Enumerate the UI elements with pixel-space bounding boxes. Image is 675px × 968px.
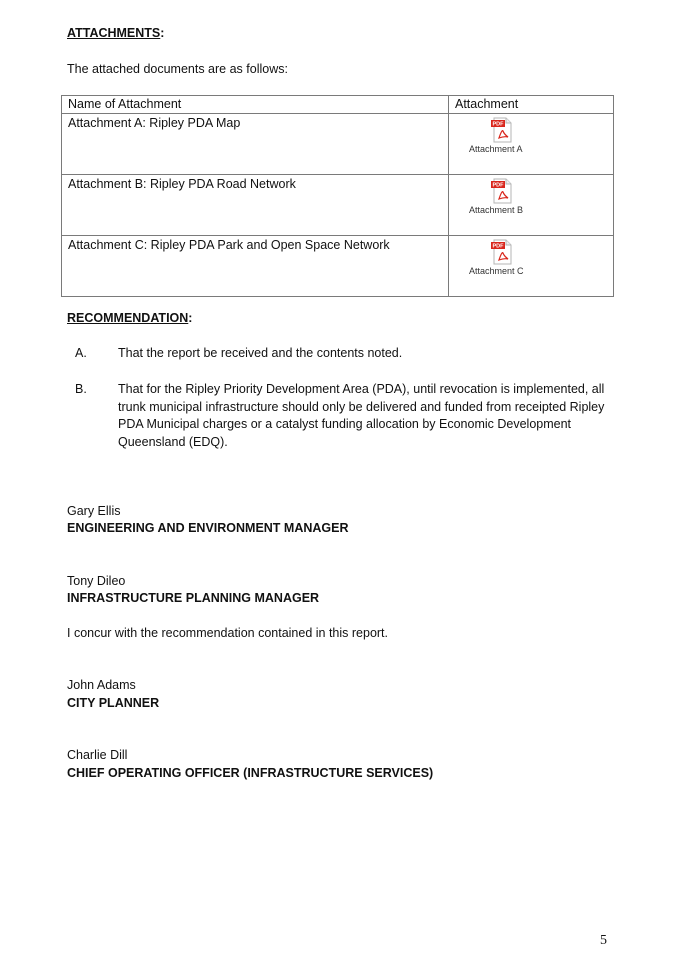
signatory-name: John Adams xyxy=(67,678,136,692)
concurrence-statement: I concur with the recommendation contained in this report. xyxy=(67,626,389,640)
signatory-name: Charlie Dill xyxy=(67,748,128,762)
recommendation-heading-text: RECOMMENDATION xyxy=(67,311,189,325)
signatory-name: Gary Ellis xyxy=(67,504,121,518)
recommendation-text-b: That for the Ripley Priority Development Area (PDA), until revocation is implemented, all trunk municipal infrastructure should only be delivered and funded from receipted Ripley PDA Municipal charges or a catalyst funding allocation by Economic Development Queensland (EDQ). xyxy=(118,382,605,449)
svg-text:PDF: PDF xyxy=(492,243,504,250)
signatory-title: ENGINEERING AND ENVIRONMENT MANAGER xyxy=(67,521,349,535)
attachments-heading-colon: : xyxy=(160,26,165,40)
signatory-title: CITY PLANNER xyxy=(67,696,160,710)
svg-text:PDF: PDF xyxy=(492,182,504,189)
attachments-intro: The attached documents are as follows: xyxy=(67,62,288,76)
table-row xyxy=(62,236,614,297)
attachments-heading xyxy=(67,26,164,40)
table-row xyxy=(62,114,614,175)
recommendation-text-a: That the report be received and the contents noted. xyxy=(118,346,403,360)
attachment-name-b: Attachment B: Ripley PDA Road Network xyxy=(62,175,449,236)
signatory-title: CHIEF OPERATING OFFICER (INFRASTRUCTURE SERVICES) xyxy=(67,766,434,780)
attachment-file-c[interactable] xyxy=(449,236,614,297)
svg-text:PDF: PDF xyxy=(492,121,504,128)
attachment-file-b[interactable] xyxy=(449,175,614,236)
pdf-icon[interactable] xyxy=(491,178,513,204)
attachment-caption-a: Attachment A xyxy=(469,144,523,154)
column-header-name: Name of Attachment xyxy=(62,96,449,114)
table-header-row xyxy=(62,96,614,114)
signatory-name: Tony Dileo xyxy=(67,574,126,588)
recommendation-heading xyxy=(67,311,192,325)
signatory-title: INFRASTRUCTURE PLANNING MANAGER xyxy=(67,591,320,605)
attachment-name-a: Attachment A: Ripley PDA Map xyxy=(62,114,449,175)
table-row xyxy=(62,175,614,236)
pdf-icon[interactable] xyxy=(491,239,513,265)
recommendation-item-a xyxy=(75,345,620,363)
attachments-table xyxy=(61,95,614,297)
page-number: 5 xyxy=(600,933,607,948)
column-header-attachment: Attachment xyxy=(449,96,614,114)
recommendation-letter-a: A. xyxy=(75,346,87,360)
attachments-heading-text: ATTACHMENTS xyxy=(67,26,161,40)
recommendation-heading-colon: : xyxy=(188,311,193,325)
pdf-icon[interactable] xyxy=(491,117,513,143)
attachment-name-c: Attachment C: Ripley PDA Park and Open Space Network xyxy=(62,236,449,297)
attachment-file-a[interactable] xyxy=(449,114,614,175)
attachment-caption-b: Attachment B xyxy=(469,205,524,215)
recommendation-letter-b: B. xyxy=(75,382,87,396)
attachment-caption-c: Attachment C xyxy=(469,266,524,276)
recommendation-item-b xyxy=(75,381,620,451)
